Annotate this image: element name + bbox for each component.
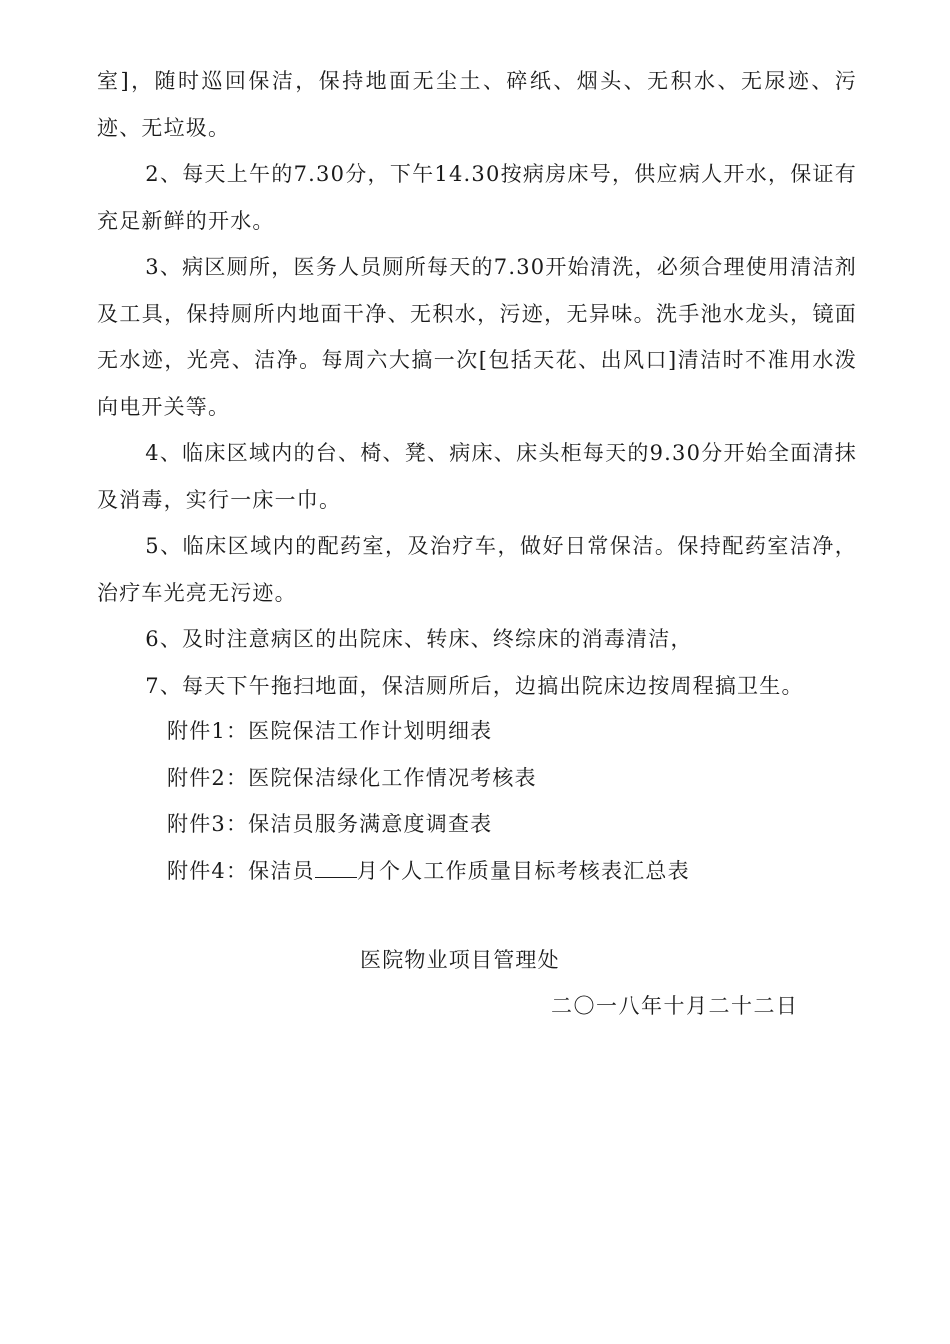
paragraph-item-4: 4、临床区域内的台、椅、凳、病床、床头柜每天的9.30分开始全面清抹及消毒，实行一床一巾。 [97, 441, 857, 512]
attachment-2: 附件2：医院保洁绿化工作情况考核表 [167, 765, 537, 790]
document-body [97, 58, 857, 709]
paragraph-item-7: 7、每天下午拖扫地面，保洁厕所后，边搞出院床边按周程搞卫生。 [145, 673, 804, 698]
issue-date: 二〇一八年十月二十二日 [551, 994, 799, 1018]
attachment-1: 附件1：医院保洁工作计划明细表 [167, 719, 493, 743]
attachment-3: 附件3：保洁员服务满意度调查表 [167, 812, 493, 836]
issuer-signature: 医院物业项目管理处 [360, 948, 560, 972]
attachment-4-suffix: 月个人工作质量目标考核表汇总表 [356, 858, 690, 883]
paragraph-item-6: 6、及时注意病区的出院床、转床、终综床的消毒清洁， [145, 627, 693, 651]
paragraph-item-3: 3、病区厕所，医务人员厕所每天的7.30开始清洗，必须合理使用清洁剂及工具，保持厕所内地面干净、无积水，污迹，无异味。洗手池水龙头，镜面无水迹，光亮、洁净。每周六大搞一次[包括天花、出风口]清洁时不准用水泼向电开关等。 [97, 255, 857, 419]
fill-in-blank [315, 859, 357, 878]
paragraph-item-2: 2、每天上午的7.30分，下午14.30按病房床号，供应病人开水，保证有充足新鲜的开水。 [97, 162, 857, 233]
attachment-list [167, 708, 690, 894]
attachment-4 [167, 848, 690, 895]
paragraph-item-5: 5、临床区域内的配药室，及治疗车，做好日常保洁。保持配药室洁净，治疗车光亮无污迹。 [97, 534, 857, 605]
paragraph-continuation: 室]，随时巡回保洁，保持地面无尘土、碎纸、烟头、无积水、无尿迹、污迹、无垃圾。 [97, 69, 857, 140]
attachment-4-prefix: 附件4：保洁员 [167, 858, 315, 883]
